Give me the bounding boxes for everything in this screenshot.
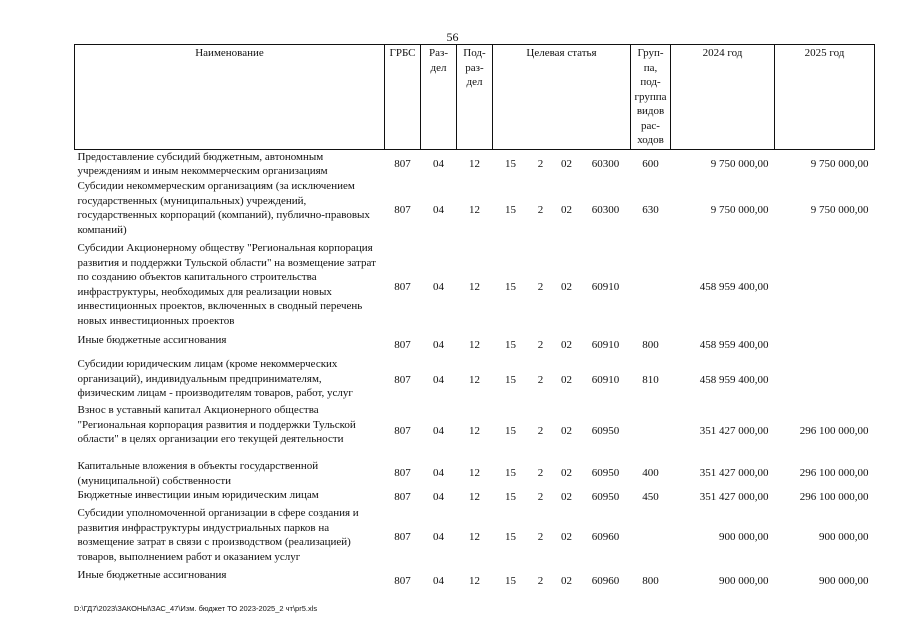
- cell-expense-group: 600: [642, 158, 659, 170]
- cell-expense-group: 630: [642, 203, 659, 216]
- cell-2025: 296 100 000,00: [799, 490, 869, 503]
- cell-target-3: 02: [561, 280, 572, 293]
- cell-target-3: 02: [561, 467, 572, 480]
- cell-target-4: 60300: [591, 203, 620, 216]
- cell-2025: [775, 241, 875, 333]
- cell-target-2: 2: [537, 158, 544, 170]
- cell-target-1: 15: [505, 158, 516, 170]
- cell-expense-group: 800: [642, 338, 659, 351]
- header-target-article: Целевая статья: [493, 45, 631, 150]
- cell-target-1: 15: [505, 467, 516, 480]
- cell-target-2: 2: [537, 280, 544, 293]
- cell-target-3: 02: [561, 424, 572, 437]
- cell-grbs: 807: [394, 530, 411, 543]
- cell-target-3: 02: [561, 530, 572, 543]
- cell-target-2: 2: [537, 574, 544, 587]
- cell-podrazdel: 12: [469, 490, 480, 503]
- table-row: [75, 506, 875, 568]
- row-name: Субсидии уполномоченной организации в сфере создания и развития инфраструктуры индустриальных парков на возмещение затрат в связи с производством (реализацией) товаров, выполнением работ и оказанием услуг: [77, 507, 359, 563]
- cell-2025: 296 100 000,00: [799, 424, 869, 437]
- cell-2024: 458 959 400,00: [699, 373, 769, 386]
- cell-target-4: 60950: [591, 467, 620, 480]
- cell-target-3: 02: [561, 373, 572, 386]
- cell-podrazdel: 12: [469, 203, 480, 216]
- cell-2025: [775, 333, 875, 357]
- cell-expense-group: [631, 506, 671, 568]
- row-name: Иные бюджетные ассигнования: [77, 334, 227, 346]
- cell-2024: 900 000,00: [719, 530, 769, 543]
- cell-razdel: 04: [433, 574, 444, 587]
- cell-expense-group: 800: [642, 574, 659, 587]
- header-podrazdel: Под-раз-дел: [457, 45, 493, 150]
- cell-target-2: 2: [537, 490, 544, 503]
- header-grbs: ГРБС: [385, 45, 421, 150]
- cell-2024: 9 750 000,00: [710, 203, 769, 216]
- cell-grbs: 807: [394, 158, 411, 170]
- cell-target-4: 60950: [591, 490, 620, 503]
- row-name: Субсидии юридическим лицам (кроме некоммерческих организаций), индивидуальным предпринимателям, физическим лицам - производителям товаров, работ, услуг: [77, 358, 353, 399]
- cell-target-2: 2: [537, 373, 544, 386]
- cell-podrazdel: 12: [469, 338, 480, 351]
- cell-expense-group: [631, 241, 671, 333]
- cell-grbs: 807: [394, 490, 411, 503]
- page-number: 56: [446, 30, 459, 44]
- row-name: Взнос в уставный капитал Акционерного общества "Региональная корпорация развития и поддержки Тульской области" в целях организации его текущей деятельности: [77, 404, 356, 445]
- cell-razdel: 04: [433, 530, 444, 543]
- table-row: [75, 357, 875, 403]
- header-expense-group: Груп-па, под-группа видов рас-ходов: [631, 45, 671, 150]
- cell-2025: 296 100 000,00: [799, 467, 869, 480]
- cell-target-4: 60910: [591, 338, 620, 351]
- cell-podrazdel: 12: [469, 574, 480, 587]
- table-row: [75, 403, 875, 459]
- cell-podrazdel: 12: [469, 424, 480, 437]
- cell-podrazdel: 12: [469, 280, 480, 293]
- cell-expense-group: 810: [642, 373, 659, 386]
- cell-target-1: 15: [505, 280, 516, 293]
- header-razdel: Раз-дел: [421, 45, 457, 150]
- cell-target-2: 2: [537, 203, 544, 216]
- cell-expense-group: 400: [642, 467, 659, 480]
- cell-2025: [775, 357, 875, 403]
- table-row: [75, 488, 875, 506]
- row-name: Предоставление субсидий бюджетным, автономным учреждениям и иным некоммерческим организациям: [77, 150, 328, 177]
- header-2024: 2024 год: [671, 45, 775, 150]
- cell-target-4: 60300: [591, 158, 620, 170]
- cell-target-3: 02: [561, 158, 572, 170]
- row-name: Иные бюджетные ассигнования: [77, 569, 227, 581]
- cell-podrazdel: 12: [469, 373, 480, 386]
- cell-2024: 458 959 400,00: [699, 280, 769, 293]
- cell-target-4: 60960: [591, 530, 620, 543]
- cell-target-1: 15: [505, 424, 516, 437]
- cell-target-2: 2: [537, 424, 544, 437]
- cell-target-3: 02: [561, 490, 572, 503]
- cell-razdel: 04: [433, 280, 444, 293]
- header-name: Наименование: [75, 45, 385, 150]
- cell-target-1: 15: [505, 373, 516, 386]
- cell-2024: 351 427 000,00: [699, 467, 769, 480]
- cell-podrazdel: 12: [469, 467, 480, 480]
- cell-podrazdel: 12: [469, 530, 480, 543]
- cell-2025: 9 750 000,00: [810, 203, 869, 216]
- cell-razdel: 04: [433, 424, 444, 437]
- cell-grbs: 807: [394, 574, 411, 587]
- cell-target-2: 2: [537, 338, 544, 351]
- cell-grbs: 807: [394, 467, 411, 480]
- cell-target-4: 60950: [591, 424, 620, 437]
- cell-2024: 458 959 400,00: [699, 338, 769, 351]
- cell-target-2: 2: [537, 467, 544, 480]
- cell-podrazdel: 12: [469, 158, 480, 170]
- row-name: Бюджетные инвестиции иным юридическим лицам: [77, 489, 319, 501]
- row-name: Капитальные вложения в объекты государственной (муниципальной) собственности: [77, 460, 319, 487]
- cell-2024: 900 000,00: [719, 574, 769, 587]
- table-row: [75, 241, 875, 333]
- row-name: Субсидии некоммерческим организациям (за исключением государственных (муниципальных) учреждений, государственных корпораций (компаний), публично-правовых компаний): [77, 180, 370, 236]
- header-2025: 2025 год: [775, 45, 875, 150]
- cell-razdel: 04: [433, 158, 444, 170]
- cell-target-1: 15: [505, 530, 516, 543]
- cell-grbs: 807: [394, 338, 411, 351]
- cell-razdel: 04: [433, 490, 444, 503]
- cell-grbs: 807: [394, 424, 411, 437]
- cell-2025: 9 750 000,00: [810, 158, 869, 170]
- cell-expense-group: 450: [642, 490, 659, 503]
- cell-grbs: 807: [394, 280, 411, 293]
- cell-grbs: 807: [394, 373, 411, 386]
- cell-target-1: 15: [505, 490, 516, 503]
- file-path-footer: D:\ГД7\2023\ЗАКОНЫ\ЗАС_47\Изм. бюджет ТО 2023-2025_2 чт\pr5.xls: [74, 604, 318, 613]
- cell-target-4: 60910: [591, 280, 620, 293]
- cell-2024: 351 427 000,00: [699, 424, 769, 437]
- cell-target-4: 60910: [591, 373, 620, 386]
- cell-2024: 351 427 000,00: [699, 490, 769, 503]
- cell-target-2: 2: [537, 530, 544, 543]
- cell-2024: 9 750 000,00: [710, 158, 769, 170]
- table-header-row: [75, 45, 875, 150]
- cell-grbs: 807: [394, 203, 411, 216]
- table-row: [75, 179, 875, 241]
- cell-target-3: 02: [561, 574, 572, 587]
- cell-razdel: 04: [433, 467, 444, 480]
- cell-expense-group: [631, 403, 671, 459]
- cell-2025: 900 000,00: [819, 530, 869, 543]
- row-name: Субсидии Акционерному обществу "Региональная корпорация развития и поддержки Тульской области" на возмещение затрат по созданию объектов капитального строительства инфраструктуры, необходимых для реализации новых инвестиционных проектов, включенных в сводный перечень новых инвестиционных проектов: [77, 242, 376, 327]
- cell-target-1: 15: [505, 338, 516, 351]
- cell-target-1: 15: [505, 574, 516, 587]
- cell-razdel: 04: [433, 373, 444, 386]
- table-row: [75, 333, 875, 357]
- cell-target-3: 02: [561, 203, 572, 216]
- budget-table: [74, 44, 875, 594]
- cell-target-3: 02: [561, 338, 572, 351]
- table-row: [75, 459, 875, 488]
- table-row: [75, 149, 875, 179]
- cell-razdel: 04: [433, 338, 444, 351]
- cell-target-4: 60960: [591, 574, 620, 587]
- cell-razdel: 04: [433, 203, 444, 216]
- cell-2025: 900 000,00: [819, 574, 869, 587]
- table-row: [75, 568, 875, 594]
- cell-target-1: 15: [505, 203, 516, 216]
